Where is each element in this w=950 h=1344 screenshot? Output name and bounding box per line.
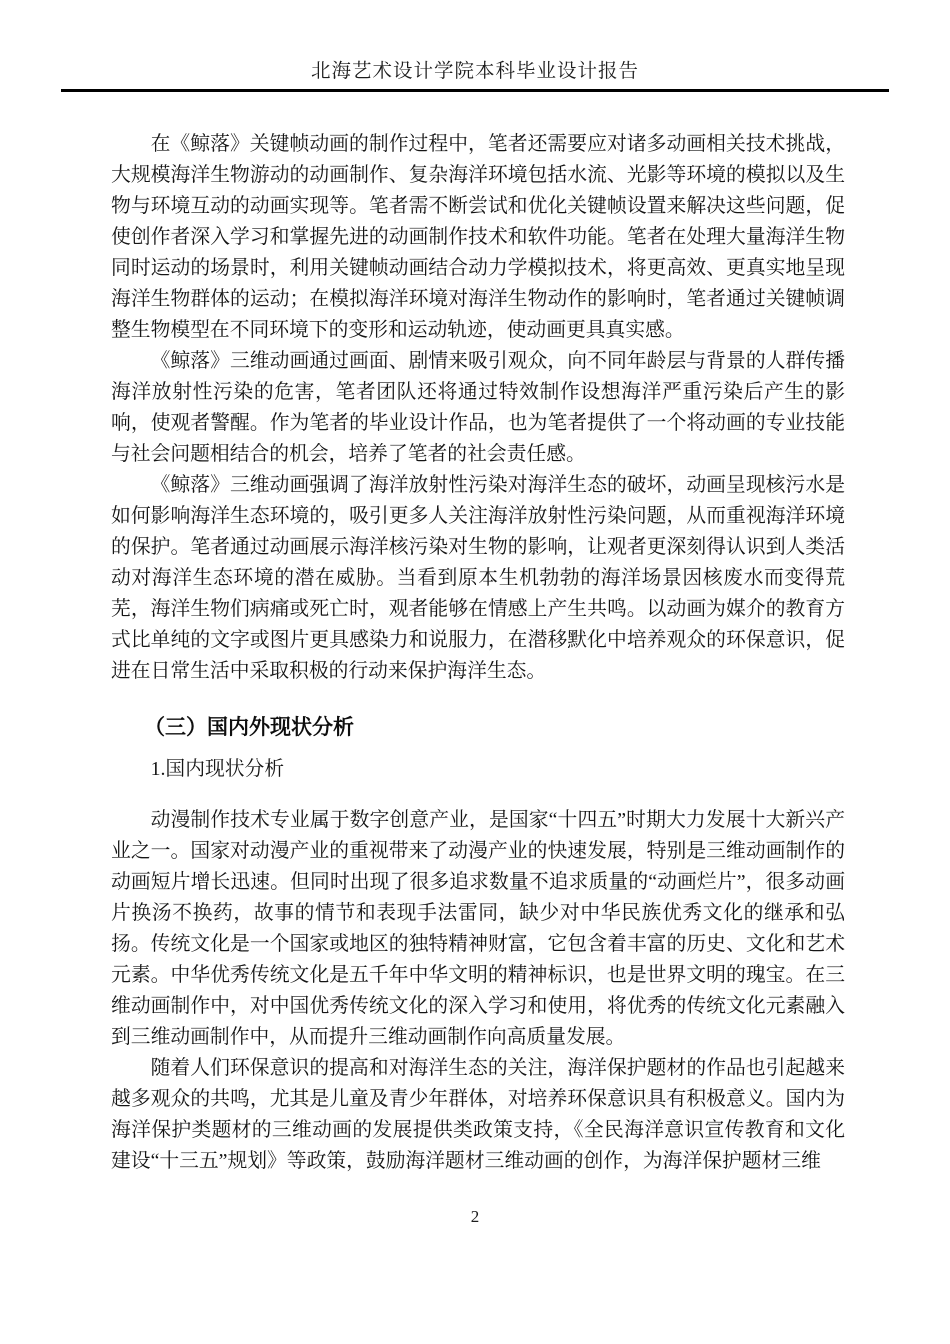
paragraph-audience-spread: 《鲸落》三维动画通过画面、剧情来吸引观众，向不同年龄层与背景的人群传播海洋放射性污染的危害，笔者团队还将通过特效制作设想海洋严重污染后产生的影响，使观者警醒。作为笔者的毕业设计作品，也为笔者提供了一个将动画的专业技能与社会问题相结合的机会，培养了笔者的社会责任感。 <box>111 350 845 465</box>
paragraph-keyframe-challenges: 在《鲸落》关键帧动画的制作过程中，笔者还需要应对诸多动画相关技术挑战，大规模海洋生物游动的动画制作、复杂海洋环境包括水流、光影等环境的模拟以及生物与环境互动的动画实现等。笔者需不断尝试和优化关键帧设置来解决这些问题，促使创作者深入学习和掌握先进的动画制作技术和软件功能。笔者在处理大量海洋生物同时运动的场景时，利用关键帧动画结合动力学模拟技术，将更高效、更真实地呈现海洋生物群体的运动；在模拟海洋环境对海洋生物动作的影响时，笔者通过关键帧调整生物模型在不同环境下的变形和运动轨迹，使动画更具真实感。 <box>111 133 845 341</box>
document-body <box>111 129 845 1177</box>
section-heading: （三）国内外现状分析 <box>144 715 354 739</box>
page-footer <box>0 1205 950 1229</box>
paragraph-domestic-industry: 动漫制作技术专业属于数字创意产业，是国家“十四五”时期大力发展十大新兴产业之一。国家对动漫产业的重视带来了动漫产业的快速发展，特别是三维动画制作的动画短片增长迅速。但同时出现了很多追求数量不追求质量的“动画烂片”，很多动画片换汤不换药，故事的情节和表现手法雷同，缺少对中华民族优秀文化的继承和弘扬。传统文化是一个国家或地区的独特精神财富，它包含着丰富的历史、文化和艺术元素。中华优秀传统文化是五千年中华文明的精神标识，也是世界文明的瑰宝。在三维动画制作中，对中国优秀传统文化的深入学习和使用，将优秀的传统文化元素融入到三维动画制作中，从而提升三维动画制作向高质量发展。 <box>111 809 845 1048</box>
subsection-heading: 1.国内现状分析 <box>150 758 285 780</box>
header-rule <box>61 89 889 92</box>
paragraph-marine-policy: 随着人们环保意识的提高和对海洋生态的关注，海洋保护题材的作品也引起越来越多观众的共鸣，尤其是儿童及青少年群体，对培养环保意识具有积极意义。国内为海洋保护类题材的三维动画的发展提供类政策支持，《全民海洋意识宣传教育和文化建设“十三五”规划》等政策，鼓励海洋题材三维动画的创作，为海洋保护题材三维 <box>111 1057 845 1172</box>
page-number: 2 <box>470 1207 480 1226</box>
page-header <box>61 59 889 92</box>
paragraph-ecology-emphasis: 《鲸落》三维动画强调了海洋放射性污染对海洋生态的破坏，动画呈现核污水是如何影响海洋生态环境的，吸引更多人关注海洋放射性污染问题，从而重视海洋环境的保护。笔者通过动画展示海洋核污染对生物的影响，让观者更深刻得认识到人类活动对海洋生态环境的潜在威胁。当看到原本生机勃勃的海洋场景因核废水而变得荒芜，海洋生物们病痛或死亡时，观者能够在情感上产生共鸣。以动画为媒介的教育方式比单纯的文字或图片更具感染力和说服力，在潜移默化中培养观众的环保意识，促进在日常生活中采取积极的行动来保护海洋生态。 <box>111 474 845 682</box>
header-title: 北海艺术设计学院本科毕业设计报告 <box>310 61 639 82</box>
